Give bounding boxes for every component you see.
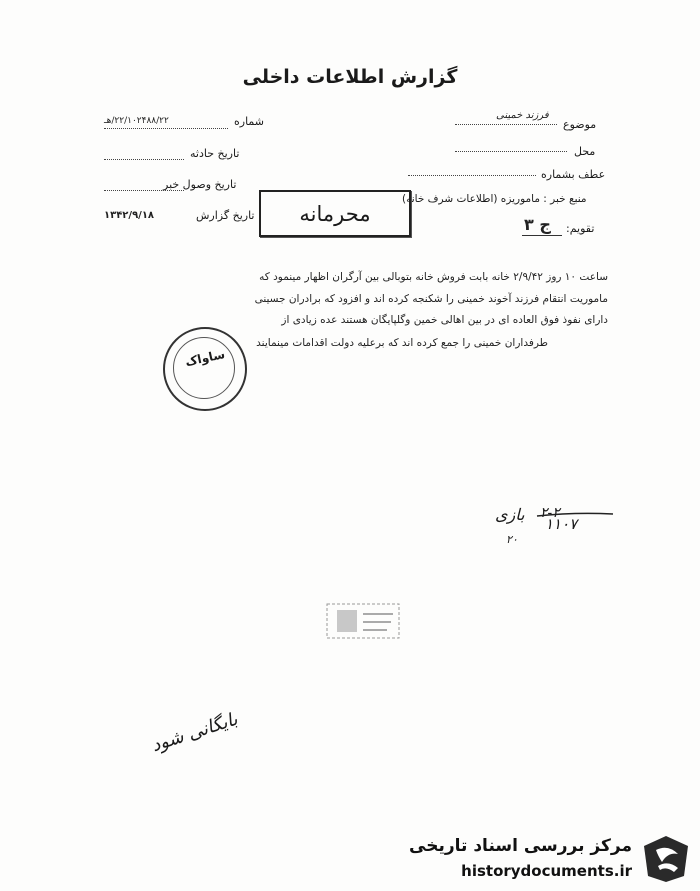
body-line-2: ماموریت انتقام فرزند آخوند خمینی را شکنجه کرده اند و افزود که برادران جسینی	[254, 293, 608, 305]
subject-value: فرزند خمینی	[496, 110, 549, 121]
seal-text: ساواک	[183, 346, 227, 370]
report-date-label: تاریخ گزارش	[196, 209, 255, 222]
location-dotted-line	[455, 151, 567, 152]
body-line-1: ساعت ۱۰ روز ۲/۹/۴۲ خانه بابت فروش خانه بتوبالی بین آرگران اظهار مینمود که	[259, 271, 608, 283]
number-label: شماره	[234, 115, 265, 128]
incident-date-dotted-line	[104, 159, 184, 160]
body-line-4: طرفداران خمینی را جمع کرده اند که برعلیه دولت اقدامات مینمایند	[256, 337, 548, 349]
calendar-label: تقویم:	[566, 222, 595, 235]
calendar-underline	[522, 235, 562, 236]
seal-inner-ring	[173, 337, 235, 399]
handwritten-note-top: ۲-۲	[540, 505, 560, 521]
handwritten-note-number: ۱۱۰۷	[545, 515, 578, 533]
incident-date-label: تاریخ حادثه	[190, 147, 240, 160]
location-label: محل	[574, 145, 596, 158]
calendar-value: ج ۳	[524, 215, 551, 234]
subject-label: موضوع	[563, 118, 597, 131]
faint-stamp	[323, 598, 403, 642]
watermark-name: مرکز بررسی اسناد تاریخی	[409, 836, 632, 856]
receipt-date-label: تاریخ وصول خبر	[163, 178, 237, 191]
reference-dotted-line	[408, 175, 536, 176]
watermark-url: historydocuments.ir	[461, 862, 632, 880]
document-title: گزارش اطلاعات داخلی	[242, 66, 458, 88]
handwritten-note-side: بازی	[495, 505, 525, 524]
archive-logo-icon	[638, 832, 694, 886]
body-line-3: دارای نفوذ فوق العاده ای در بین اهالی خمین وگلپایگان هستند عده زیادی از	[281, 314, 608, 326]
number-dotted-line	[104, 128, 228, 129]
number-value: ۲۲/۱۰۲۴۸۸/۲۲/هـ	[104, 116, 169, 126]
subject-dotted-line	[455, 124, 557, 125]
round-seal	[163, 327, 247, 411]
reference-label: عطف بشماره	[541, 168, 606, 181]
report-date-value: ۱۳۴۲/۹/۱۸	[104, 210, 155, 221]
receipt-date-dotted-line	[104, 190, 184, 191]
source-label: منبع خبر : ماموریزه (اطلاعات شرف خانه)	[402, 193, 587, 205]
confidential-stamp: محرمانه	[259, 190, 411, 237]
handwritten-note-small: ۲۰	[506, 533, 518, 546]
watermark-logo	[408, 826, 700, 891]
handwritten-signature: بایگانی شود	[148, 708, 241, 757]
